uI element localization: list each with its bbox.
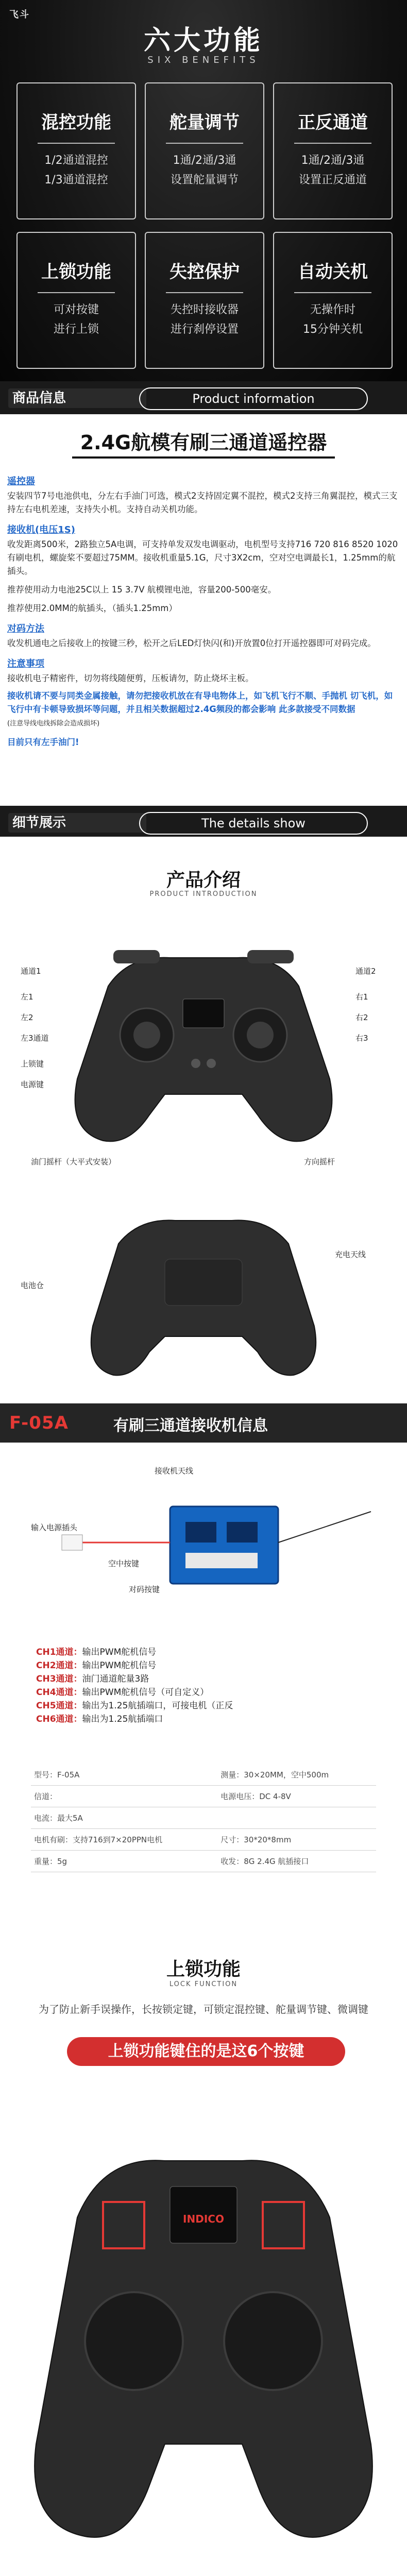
hero-title: 六大功能 [143, 25, 263, 56]
channel-row: CH6通道：输出为1.25航插端口 [36, 1714, 163, 1724]
benefit-title: 自动关机 [298, 262, 368, 282]
benefit-line: 15分钟关机 [303, 323, 363, 336]
benefit-title: 舵量调节 [169, 112, 240, 133]
receiver-board-diagram [0, 1450, 407, 1640]
brand-logo: 飞斗 [9, 9, 30, 20]
receiver-spec-table [31, 1764, 376, 1872]
spec-heading: 注意事项 [7, 658, 44, 669]
channel-row: CH3通道：油门通道舵量3路 [36, 1674, 149, 1684]
hero-subtitle: SIX BENEFITS [147, 55, 260, 65]
lock-controller-image [0, 2083, 407, 2576]
benefit-line: 可对按键 [53, 303, 99, 316]
divider [166, 292, 243, 293]
lock-subtitle: LOCK FUNCTION [169, 1980, 238, 1988]
lock-title: 上锁功能 [166, 1959, 241, 1980]
six-benefits-section [0, 0, 407, 381]
label-bind-button: 对码按键 [129, 1585, 160, 1594]
spec-paragraph: 推荐使用动力电池25C以上 15 3.7V 航模锂电池，容量200-500毫安。 [7, 585, 277, 595]
channel-row: CH1通道：输出PWM舵机信号 [36, 1647, 157, 1657]
label-channel-1: 通道1 [21, 967, 41, 976]
spec-paragraph: 安装四节7号电池供电，分左右手油门可选，模式2支持固定翼不混控，模式2支持三角翼混控，模式三支持左右电机差速，支持失小机。支持自动关机功能。 [7, 491, 398, 514]
intro-title: 产品介绍 [166, 870, 241, 891]
screen-text: INDICO [183, 2213, 224, 2225]
table-row: 电机有刷：支持716到7×20PPN电机 尺寸：30*20*8mm [31, 1829, 376, 1851]
benefit-title: 失控保护 [169, 262, 240, 282]
benefit-line: 失控时接收器 [170, 303, 239, 316]
benefit-line: 进行上锁 [53, 323, 99, 336]
table-row: 电流：最大5A [31, 1807, 376, 1829]
benefit-line: 无操作时 [310, 303, 355, 316]
warning-text: 接收机请不要与同类金属接触，请勿把接收机放在有导电物体上，如飞机飞行不顺、手抛机 切飞机，如飞行中有卡顿导致损坏等问题，并且相关数据超过2.4G频段的都会影响 此多款接受不同数据 [7, 691, 393, 714]
receiver-pcb [170, 1506, 278, 1584]
label-right-1: 右1 [355, 992, 368, 1002]
channel-row: CH5通道：输出为1.25航插端口，可接电机（正反 [36, 1701, 233, 1711]
benefit-title: 上锁功能 [41, 262, 111, 282]
product-info-header [0, 381, 407, 414]
spec-text-block [7, 468, 400, 749]
spec-paragraph: 推荐使用2.0MM的航插头，（插头1.25mm） [7, 603, 177, 613]
benefit-card-lock [16, 232, 136, 369]
benefit-card-autooff [273, 232, 393, 369]
small-note: (注意导线电线拆除会造成损坏) [7, 720, 100, 727]
footer-note: 目前只有左手油门! [7, 737, 79, 747]
lock-function-section [0, 1929, 407, 2576]
label-power-plug: 输入电源插头 [31, 1523, 78, 1532]
table-row: 重量：5g 收发：8G 2.4G 航插接口 [31, 1851, 376, 1872]
benefit-line: 进行刹停设置 [170, 323, 239, 336]
divider [294, 143, 371, 144]
section-tab-english: The details show [139, 812, 368, 835]
benefit-title: 混控功能 [41, 112, 111, 133]
section-tab-label: 细节展示 [8, 813, 146, 833]
lock-description: 为了防止新手误操作，长按锁定键，可锁定混控键、舵量调节键、微调键 [39, 2003, 368, 2015]
benefit-line: 设置正反通道 [298, 174, 367, 187]
label-channel-2: 通道2 [355, 967, 376, 976]
receiver-model: F-05A [9, 1413, 69, 1433]
product-info-body [0, 414, 407, 806]
benefit-card-mixing [16, 82, 136, 219]
channel-row: CH2通道：输出PWM舵机信号 [36, 1660, 157, 1671]
label-throttle-stick: 油门摇杆（大平式安装） [31, 1157, 116, 1166]
receiver-title: 有刷三通道接收机信息 [113, 1417, 268, 1435]
label-right-3: 右3 [355, 1033, 368, 1043]
benefit-grid [16, 82, 391, 371]
product-title: 2.4G航模有刷三通道遥控器 [80, 431, 327, 454]
spec-paragraph: 收发距离500米，2路独立5A电调，可支持单发双发电调驱动，电机型号支持716 720 816 8520 1020有刷电机，螺旋桨不要超过75MM。接收机重量5.1G，尺寸3X2cm，空对空电调最长1，1.25mm的航插头。 [7, 539, 398, 576]
battery-cover [165, 1259, 242, 1306]
spec-paragraph: 收发机通电之后接收上的按键三秒，松开之后LED灯快闪(和)开放置0位打开遥控器即可对码完成。 [7, 638, 376, 648]
label-lock-key: 上锁键 [21, 1059, 44, 1069]
channel-row: CH4通道：输出PWM舵机信号（可自定义） [36, 1687, 209, 1698]
divider [38, 143, 115, 144]
label-left-2: 左2 [21, 1013, 33, 1022]
label-left-3: 左3通道 [21, 1033, 49, 1043]
label-power-key: 电源键 [21, 1080, 44, 1089]
spec-heading: 遥控器 [7, 476, 35, 487]
table-row: 型号：F-05A 测量：30×20MM，空中500m [31, 1764, 376, 1786]
divider [294, 292, 371, 293]
benefit-line: 1/2通道混控 [44, 154, 108, 167]
spec-heading: 对码方法 [7, 623, 44, 634]
divider [166, 143, 243, 144]
section-tab-label: 商品信息 [8, 388, 146, 408]
table-row: 信道： 电源电压：DC 4-8V [31, 1786, 376, 1807]
benefit-line: 1通/2通/3通 [173, 154, 236, 167]
receiver-header [0, 1403, 407, 1443]
label-right-2: 右2 [355, 1013, 368, 1022]
benefit-line: 1通/2通/3通 [301, 154, 365, 167]
section-tab-english: Product information [139, 387, 368, 410]
label-air-button: 空中按键 [108, 1559, 140, 1568]
label-antenna: 充电天线 [335, 1250, 366, 1259]
benefit-line: 设置舵量调节 [170, 174, 239, 187]
label-left-1: 左1 [21, 992, 33, 1002]
spec-paragraph: 接收机电子精密件，切勿将线随便剪，压板请勿，防止烧坏主板。 [7, 673, 254, 683]
intro-subtitle: PRODUCT INTRODUCTION [149, 890, 258, 898]
controller-body [75, 950, 332, 1141]
lock-highlight-banner: 上锁功能键住的是这6个按键 [67, 2037, 345, 2066]
controller-back-diagram [0, 1197, 407, 1393]
divider [38, 292, 115, 293]
channel-list [36, 1646, 233, 1726]
controller-front-diagram [0, 909, 407, 1177]
label-direction-stick: 方向摇杆 [304, 1157, 335, 1166]
details-header [0, 806, 407, 837]
benefit-title: 正反通道 [298, 112, 368, 133]
benefit-line: 1/3通道混控 [44, 174, 108, 187]
benefit-card-failsafe [145, 232, 264, 369]
benefit-card-reverse [273, 82, 393, 219]
spec-heading: 接收机(电压1S) [7, 524, 75, 535]
label-rx-antenna: 接收机天线 [155, 1466, 194, 1476]
title-underline [72, 456, 335, 459]
product-intro-section [0, 837, 407, 1403]
label-battery-bay: 电池仓 [21, 1281, 44, 1290]
benefit-card-rudder [145, 82, 264, 219]
receiver-section [0, 1403, 407, 1929]
